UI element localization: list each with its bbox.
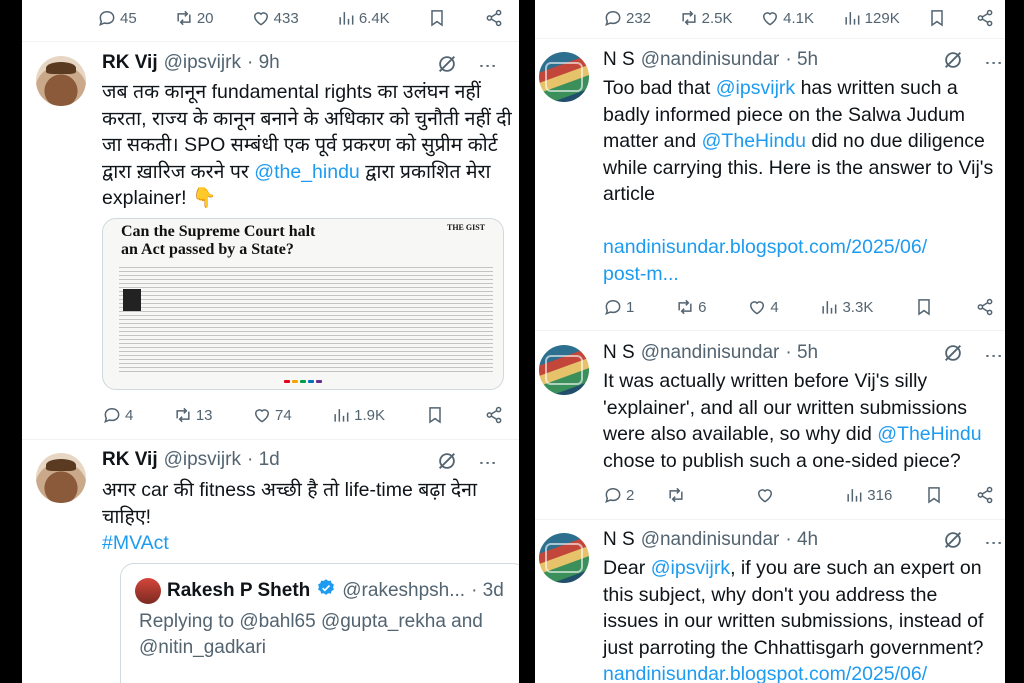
tweet-header xyxy=(603,342,818,364)
heart-icon xyxy=(760,8,780,28)
news-clipping-image[interactable] xyxy=(102,218,504,390)
views-button[interactable]: 6.4K xyxy=(336,8,390,28)
tweet-actions xyxy=(535,289,1005,325)
repost-icon xyxy=(173,405,193,425)
tweet-time[interactable]: · 4h xyxy=(785,529,819,550)
tweet-header xyxy=(603,49,818,71)
share-icon xyxy=(975,485,995,505)
bookmark-icon xyxy=(914,297,934,317)
mention-link[interactable]: @the_hindu xyxy=(254,160,360,183)
hashtag-link[interactable]: #MVAct xyxy=(102,532,169,554)
left-screenshot xyxy=(22,0,519,683)
share-button[interactable] xyxy=(975,485,995,505)
like-button[interactable]: 74 xyxy=(252,405,292,425)
repost-icon xyxy=(679,8,699,28)
quoted-tweet[interactable] xyxy=(120,563,519,683)
clipping-gist-label: THE GIST xyxy=(446,223,485,232)
share-button[interactable] xyxy=(975,8,995,28)
more-icon[interactable]: ⋮ xyxy=(984,54,1004,72)
tweet-text: It was actually written before Vij's silly 'explainer', and all our written submissions were also available, so why did @TheHindu chose to publish such a one-sided piece? xyxy=(603,370,982,472)
divider xyxy=(535,38,1005,39)
divider xyxy=(22,439,519,440)
tweet-actions xyxy=(535,477,1005,513)
author-handle[interactable]: @nandinisundar xyxy=(640,49,780,70)
quoted-avatar xyxy=(135,578,161,604)
reply-button[interactable]: 4 xyxy=(102,405,133,425)
heart-icon xyxy=(747,297,767,317)
tweet-time[interactable]: · 5h xyxy=(785,342,819,363)
reply-button[interactable]: 232 xyxy=(603,8,651,28)
bookmark-icon xyxy=(427,8,447,28)
more-icon[interactable]: ⋮ xyxy=(478,57,498,75)
mention-link[interactable]: @TheHindu xyxy=(701,130,806,152)
author-handle[interactable]: @nandinisundar xyxy=(640,342,780,363)
blog-url-link-cont[interactable]: post-m... xyxy=(603,262,679,285)
quoted-tweet-header xyxy=(135,578,504,604)
heart-icon xyxy=(251,8,271,28)
share-button[interactable] xyxy=(484,405,504,425)
views-button[interactable]: 1.9K xyxy=(331,405,385,425)
reply-button[interactable]: 45 xyxy=(97,8,137,28)
author-handle[interactable]: @nandinisundar xyxy=(640,529,780,550)
share-icon xyxy=(484,8,504,28)
repost-button[interactable]: 6 xyxy=(675,297,706,317)
bookmark-icon xyxy=(425,405,445,425)
more-icon[interactable]: ⋮ xyxy=(984,534,1004,552)
clipping-dropcap xyxy=(123,289,141,311)
tweet-header xyxy=(603,529,818,551)
views-button[interactable]: 316 xyxy=(844,485,892,505)
replying-to-text: Replying to @bahl65 @gupta_rekha and @nitin_gadkari xyxy=(139,611,483,658)
author-name[interactable]: N S xyxy=(603,529,635,550)
more-icon[interactable]: ⋮ xyxy=(984,347,1004,365)
like-button[interactable]: 4 xyxy=(747,297,778,317)
grok-icon[interactable] xyxy=(942,529,964,556)
tweet-actions xyxy=(22,397,519,433)
avatar[interactable] xyxy=(36,56,86,106)
bookmark-icon xyxy=(924,485,944,505)
views-icon xyxy=(819,297,839,317)
tweet-header xyxy=(102,449,280,471)
divider xyxy=(535,330,1005,331)
clipping-color-bar xyxy=(284,380,322,383)
clipping-headline: Can the Supreme Court halt an Act passed by a State? xyxy=(121,223,316,258)
quoted-author-handle: @rakeshpsh... xyxy=(342,580,466,601)
tweet-time[interactable]: · 9h xyxy=(246,52,280,73)
reply-icon xyxy=(603,297,623,317)
reply-icon xyxy=(97,8,117,28)
avatar[interactable] xyxy=(539,345,589,395)
tweet-text: जब तक कानून fundamental rights का उलंघन नहीं करता, राज्य के कानून बनाने के अधिकार को चुनौती नहीं दी जा सकती। SPO सम्बंधी एक पूर्व प्रकरण को सुप्रीम कोर्ट द्वारा ख़ारिज करने पर @the_hindu द्वारा प्रकाशित मेरा explainer! 👇 xyxy=(102,81,512,209)
like-button[interactable] xyxy=(755,485,813,505)
author-name[interactable]: RK Vij xyxy=(102,449,158,470)
bookmark-button[interactable] xyxy=(927,8,947,28)
tweet-text: अगर car की fitness अच्छी है तो life-time बढ़ा देना चाहिए! #MVAct xyxy=(102,477,512,557)
bookmark-button[interactable] xyxy=(425,405,445,425)
author-name[interactable]: N S xyxy=(603,49,635,70)
grok-icon[interactable] xyxy=(436,53,458,80)
quoted-tweet-time: · 3d xyxy=(471,580,504,601)
repost-icon xyxy=(174,8,194,28)
clipping-body-text xyxy=(119,267,493,375)
mention-link[interactable]: @ipsvijrk xyxy=(715,77,796,99)
author-handle[interactable]: @ipsvijrk xyxy=(163,449,241,470)
views-icon xyxy=(842,8,862,28)
heart-icon xyxy=(252,405,272,425)
blog-url-link[interactable]: nandinisundar.blogspot.com/2025/06/ xyxy=(603,663,928,683)
tweet-actions-top xyxy=(22,0,519,36)
repost-icon xyxy=(666,485,686,505)
tweet-header xyxy=(102,52,280,74)
bookmark-button[interactable] xyxy=(914,297,934,317)
like-button[interactable]: 4.1K xyxy=(760,8,814,28)
tweet-actions-top xyxy=(535,0,1005,36)
author-name[interactable]: N S xyxy=(603,342,635,363)
avatar[interactable] xyxy=(539,52,589,102)
grok-icon[interactable] xyxy=(942,49,964,76)
repost-button[interactable] xyxy=(666,485,724,505)
repost-icon xyxy=(675,297,695,317)
share-button[interactable] xyxy=(975,297,995,317)
reply-icon xyxy=(603,8,623,28)
more-icon[interactable]: ⋮ xyxy=(478,454,498,472)
verified-badge-icon xyxy=(316,578,336,604)
tweet-text: Too bad that @ipsvijrk has written such a badly informed piece on the Salwa Judum matter and @TheHindu did no due diligence while carrying this. Here is the answer to Vij's article nandinisundar.blogspot.com/2025/06/ post-m... xyxy=(603,75,1003,287)
views-button[interactable]: 129K xyxy=(842,8,900,28)
divider xyxy=(22,41,519,42)
repost-button[interactable]: 20 xyxy=(174,8,214,28)
like-button[interactable]: 433 xyxy=(251,8,299,28)
views-button[interactable]: 3.3K xyxy=(819,297,873,317)
mention-link[interactable]: @ipsvijrk xyxy=(650,557,731,579)
reply-button[interactable]: 2 xyxy=(603,485,634,505)
divider xyxy=(535,519,1005,520)
quoted-author-name: Rakesh P Sheth xyxy=(167,580,311,601)
tweet-time[interactable]: · 1d xyxy=(246,449,280,470)
mention-link[interactable]: @TheHindu xyxy=(877,423,982,445)
views-icon xyxy=(336,8,356,28)
grok-icon[interactable] xyxy=(942,342,964,369)
reply-icon xyxy=(102,405,122,425)
repost-button[interactable]: 2.5K xyxy=(679,8,733,28)
grok-icon[interactable] xyxy=(436,450,458,477)
bookmark-icon xyxy=(927,8,947,28)
right-screenshot xyxy=(535,0,1005,683)
author-handle[interactable]: @ipsvijrk xyxy=(163,52,241,73)
reply-button[interactable]: 1 xyxy=(603,297,634,317)
bookmark-button[interactable] xyxy=(924,485,944,505)
bookmark-button[interactable] xyxy=(427,8,447,28)
reply-icon xyxy=(603,485,623,505)
share-icon xyxy=(484,405,504,425)
views-icon xyxy=(844,485,864,505)
tweet-time[interactable]: · 5h xyxy=(785,49,819,70)
share-button[interactable] xyxy=(484,8,504,28)
share-icon xyxy=(975,8,995,28)
views-icon xyxy=(331,405,351,425)
heart-icon xyxy=(755,485,775,505)
author-name[interactable]: RK Vij xyxy=(102,52,158,73)
avatar[interactable] xyxy=(539,533,589,583)
share-icon xyxy=(975,297,995,317)
tweet-text: Dear @ipsvijrk, if you are such an expert on this subject, why don't you address the issues in our written submissions, instead of just parroting the Chhattisgarh government? nandinisundar.blogspot.com/2025/06/ xyxy=(603,555,1003,683)
blog-url-link[interactable]: nandinisundar.blogspot.com/2025/06/ xyxy=(603,236,928,258)
repost-button[interactable]: 13 xyxy=(173,405,213,425)
avatar[interactable] xyxy=(36,453,86,503)
